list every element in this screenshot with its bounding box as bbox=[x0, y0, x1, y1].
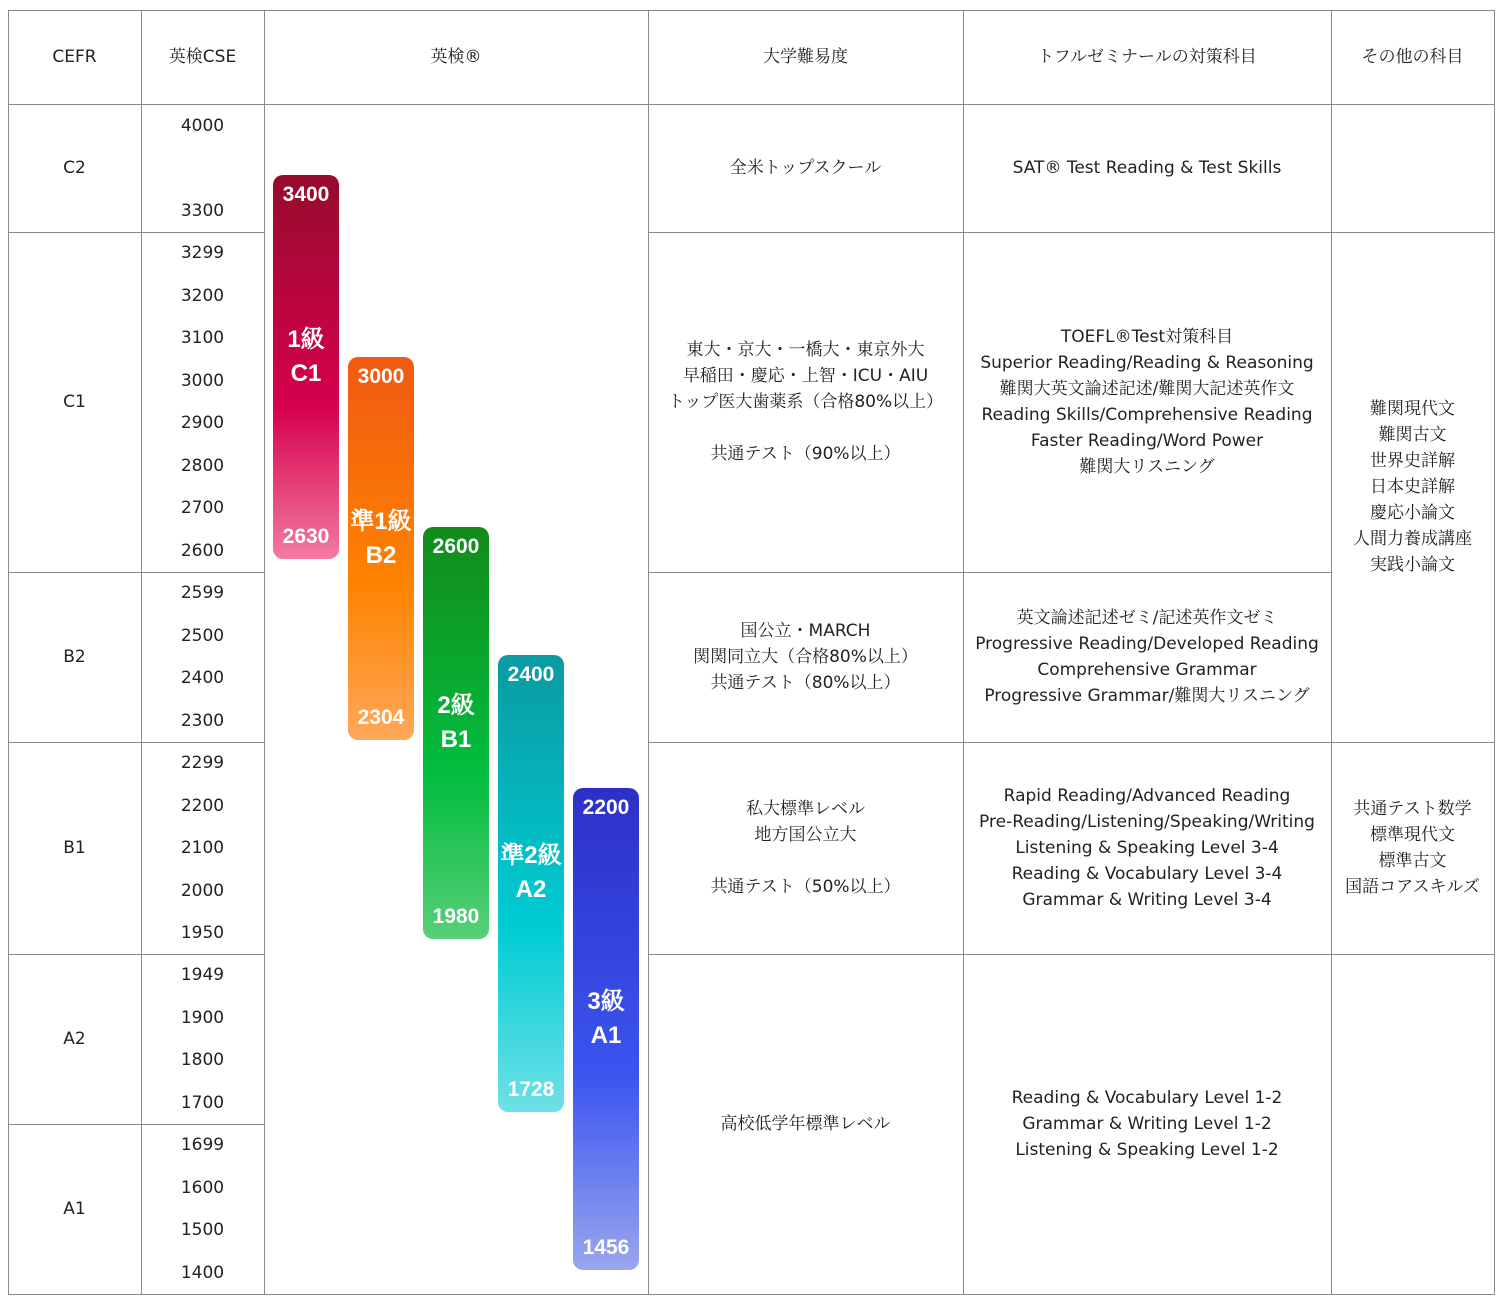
header-other-courses: その他の科目 bbox=[1361, 47, 1464, 67]
bar-grade: 2級 bbox=[437, 692, 475, 720]
bar-grade: 準2級 bbox=[500, 842, 562, 870]
grid-line bbox=[8, 1294, 1495, 1295]
bar-cefr: B1 bbox=[440, 726, 472, 754]
bar-grade-label bbox=[492, 839, 570, 907]
cse-tick: 1800 bbox=[180, 1050, 225, 1070]
cefr-b2: B2 bbox=[63, 647, 86, 667]
cse-tick: 2600 bbox=[180, 541, 225, 561]
bar-bottom-score: 2304 bbox=[357, 706, 405, 730]
bar-grade: 準1級 bbox=[350, 507, 412, 535]
grid-line bbox=[8, 10, 9, 1295]
header-cse: 英検CSE bbox=[168, 47, 237, 67]
bar-bottom-score: 1456 bbox=[582, 1236, 630, 1260]
bar-cefr: B2 bbox=[365, 541, 397, 569]
bar-bottom-score: 1728 bbox=[507, 1078, 555, 1102]
eiken-bar bbox=[273, 175, 339, 559]
bar-grade: 3級 bbox=[587, 987, 625, 1015]
eiken-bar bbox=[573, 788, 639, 1270]
university-top-us: 全米トップスクール bbox=[729, 158, 882, 178]
grid-line bbox=[8, 104, 1495, 105]
grid-line bbox=[648, 10, 649, 1295]
cse-tick: 2400 bbox=[180, 668, 225, 688]
grid-line bbox=[8, 232, 264, 233]
eiken-bar bbox=[423, 527, 489, 939]
bar-grade-label bbox=[417, 689, 495, 757]
grid-line bbox=[8, 572, 264, 573]
header-cefr: CEFR bbox=[52, 47, 97, 67]
cse-tick: 2599 bbox=[180, 583, 225, 603]
bar-top-score: 2400 bbox=[507, 662, 555, 686]
toefl-courses-c1: TOEFL®Test対策科目 Superior Reading/Reading & Reasoning 難関大英文論述記述/難関大記述英作文 Reading Skills/Comprehensive Reading Faster Reading/Word Power 難関大リスニング bbox=[980, 327, 1314, 477]
grid-line bbox=[648, 742, 1495, 743]
cse-tick: 1600 bbox=[180, 1178, 225, 1198]
grid-line bbox=[141, 10, 142, 1295]
cse-tick: 2900 bbox=[180, 413, 225, 433]
bar-cefr: A2 bbox=[515, 876, 547, 904]
header-eiken: 英検® bbox=[430, 47, 482, 67]
eiken-bar bbox=[348, 357, 414, 740]
cse-tick: 3299 bbox=[180, 243, 225, 263]
university-b2: 国公立・MARCH 関関同立大（合格80%以上） 共通テスト（80%以上） bbox=[693, 621, 918, 693]
cefr-c2: C2 bbox=[63, 158, 86, 178]
other-courses-c2 bbox=[1331, 104, 1494, 232]
toefl-courses-b2: 英文論述記述ゼミ/記述英作文ゼミ Progressive Reading/Developed Reading Comprehensive Grammar Progressive Grammar/難関大リスニング bbox=[975, 608, 1319, 706]
bar-grade: 1級 bbox=[287, 326, 325, 354]
university-a2-a1: 高校低学年標準レベル bbox=[720, 1114, 891, 1134]
bar-cefr: A1 bbox=[590, 1021, 622, 1049]
cse-tick: 1699 bbox=[180, 1135, 225, 1155]
cse-tick: 1500 bbox=[180, 1220, 225, 1240]
cse-tick: 1900 bbox=[180, 1008, 225, 1028]
cse-tick: 2200 bbox=[180, 796, 225, 816]
cefr-c1: C1 bbox=[63, 392, 86, 412]
header-toefl-courses: トフルゼミナールの対策科目 bbox=[1037, 47, 1257, 67]
cse-tick: 2300 bbox=[180, 711, 225, 731]
toefl-courses-a2-a1: Reading & Vocabulary Level 1-2 Grammar & Writing Level 1-2 Listening & Speaking Level 1-2 bbox=[1011, 1088, 1283, 1160]
cse-tick: 2100 bbox=[180, 838, 225, 858]
eiken-bar bbox=[498, 655, 564, 1113]
bar-grade-label bbox=[267, 323, 345, 391]
grid-line bbox=[8, 742, 264, 743]
university-c1: 東大・京大・一橋大・東京外大 早稲田・慶応・上智・ICU・AIU トップ医大歯薬系（合格80%以上） 共通テスト（90%以上） bbox=[667, 340, 944, 464]
bar-top-score: 2200 bbox=[582, 795, 630, 819]
bar-top-score: 3000 bbox=[357, 365, 405, 389]
grid-line bbox=[8, 10, 1495, 11]
cse-tick: 2000 bbox=[180, 881, 225, 901]
grid-line bbox=[648, 232, 1495, 233]
cse-tick: 3100 bbox=[180, 328, 225, 348]
grid-line bbox=[963, 10, 964, 1295]
bar-bottom-score: 1980 bbox=[432, 905, 480, 929]
cefr-b1: B1 bbox=[63, 838, 86, 858]
bar-bottom-score: 2630 bbox=[282, 525, 330, 549]
grid-line bbox=[1331, 10, 1332, 1295]
cse-tick: 2299 bbox=[180, 753, 225, 773]
other-courses-c1-b2: 難関現代文 難関古文 世界史詳解 日本史詳解 慶応小論文 人間力養成講座 実践小論文 bbox=[1353, 399, 1472, 575]
toefl-courses-b1: Rapid Reading/Advanced Reading Pre-Reading/Listening/Speaking/Writing Listening & Speaking Level 3-4 Reading & Vocabulary Level 3-4 Grammar & Writing Level 3-4 bbox=[979, 786, 1315, 910]
cse-tick: 1700 bbox=[180, 1093, 225, 1113]
bar-top-score: 3400 bbox=[282, 183, 330, 206]
cse-tick: 1950 bbox=[180, 923, 225, 943]
other-courses-b1: 共通テスト数学 標準現代文 標準古文 国語コアスキルズ bbox=[1345, 799, 1480, 897]
cse-tick: 1400 bbox=[180, 1263, 225, 1283]
university-b1: 私大標準レベル 地方国公立大 共通テスト（50%以上） bbox=[710, 799, 901, 897]
bar-grade-label bbox=[567, 985, 645, 1053]
other-courses-a2-a1 bbox=[1331, 954, 1494, 1294]
cse-tick: 2500 bbox=[180, 626, 225, 646]
cse-tick: 2800 bbox=[180, 456, 225, 476]
bar-grade-label bbox=[342, 505, 420, 573]
cse-tick: 1949 bbox=[180, 965, 225, 985]
grid-line bbox=[1494, 10, 1495, 1295]
grid-line bbox=[648, 572, 1331, 573]
toefl-courses-c2: SAT® Test Reading & Test Skills bbox=[1012, 158, 1282, 178]
grid-line bbox=[8, 954, 264, 955]
cefr-a2: A2 bbox=[63, 1029, 86, 1049]
cse-tick: 3300 bbox=[180, 201, 225, 221]
grid-line bbox=[648, 954, 1495, 955]
cse-tick: 3200 bbox=[180, 286, 225, 306]
cse-tick: 3000 bbox=[180, 371, 225, 391]
grid-line bbox=[264, 10, 265, 1295]
cse-tick: 2700 bbox=[180, 498, 225, 518]
bar-cefr: C1 bbox=[290, 360, 322, 388]
bar-top-score: 2600 bbox=[432, 535, 480, 558]
grid-line bbox=[8, 1124, 264, 1125]
cefr-a1: A1 bbox=[63, 1199, 86, 1219]
cse-tick: 4000 bbox=[180, 116, 225, 136]
header-university: 大学難易度 bbox=[763, 47, 848, 67]
